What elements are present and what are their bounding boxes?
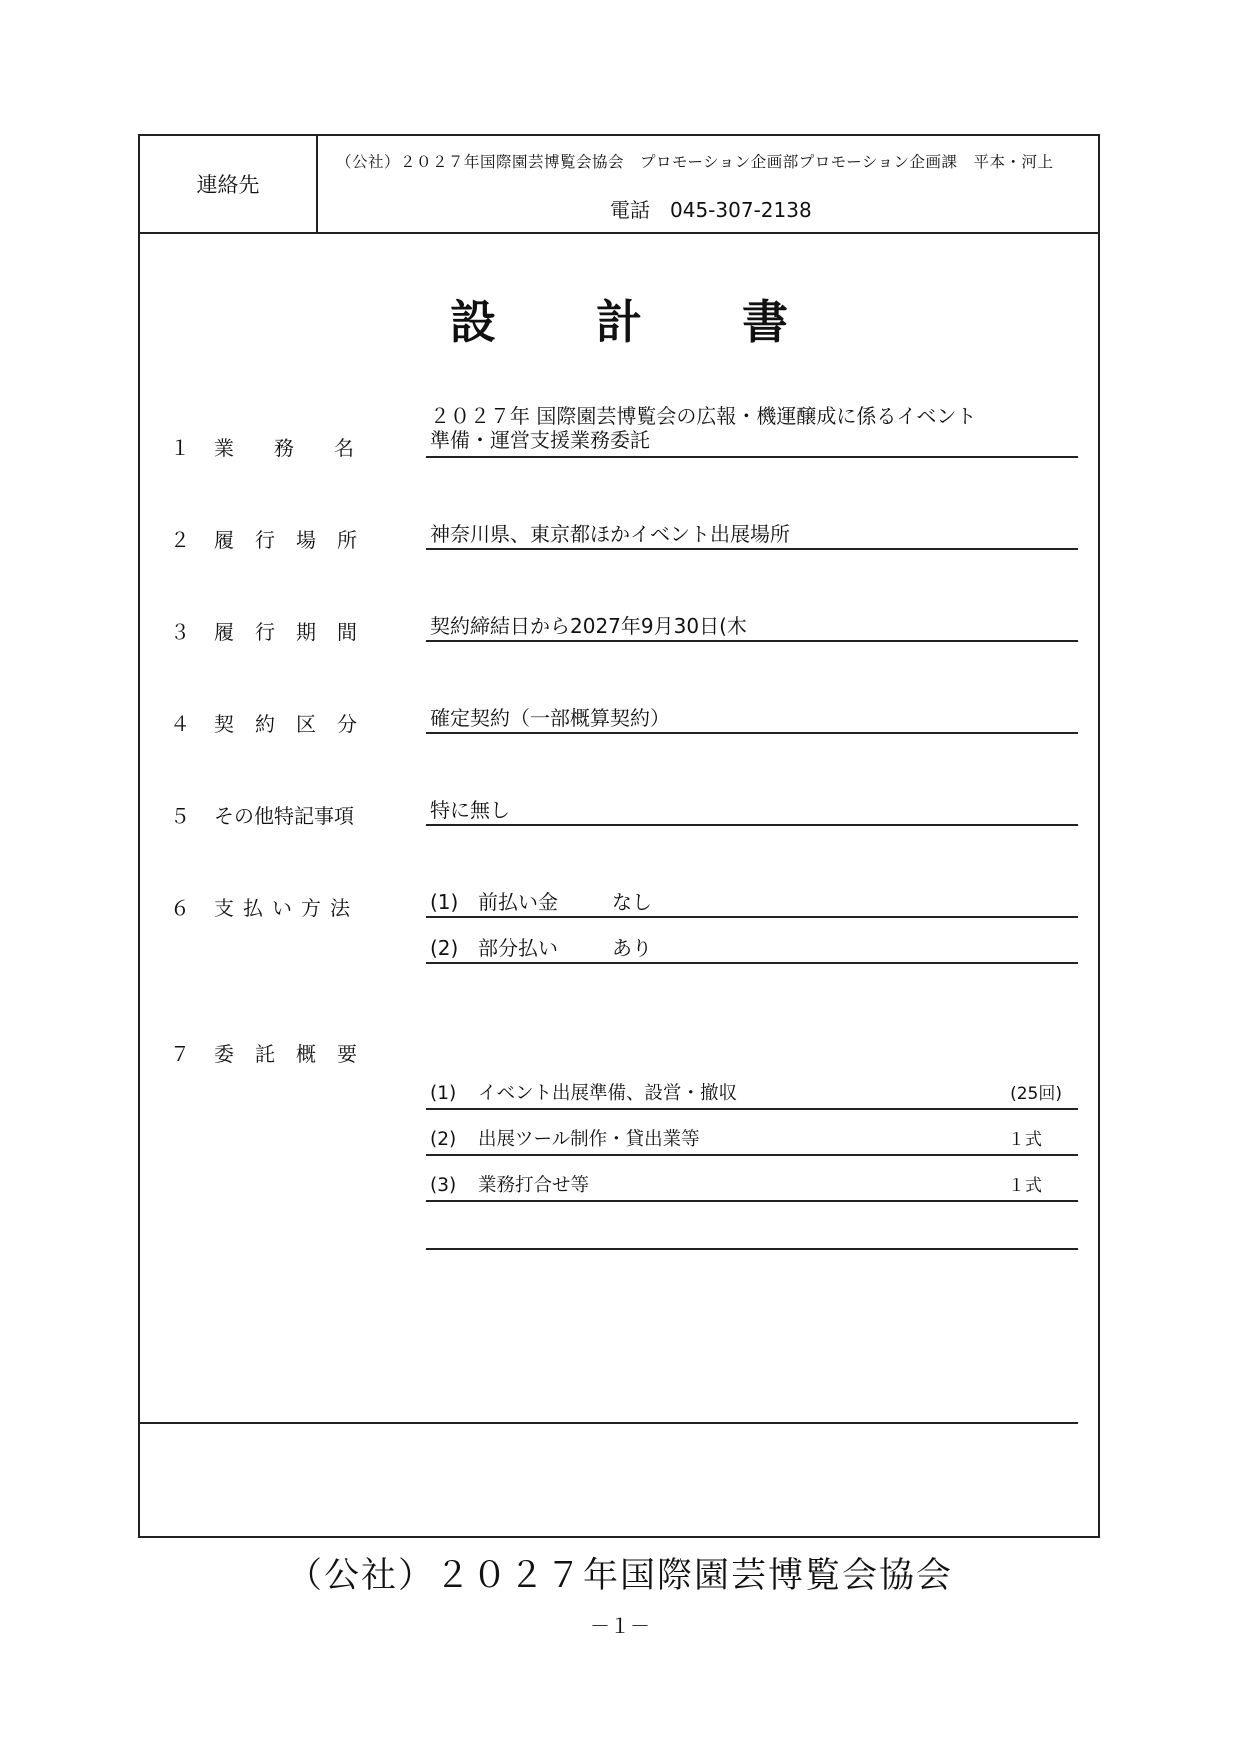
payment-row-1: (1) 前払い金 なし	[426, 890, 1078, 918]
task-2-qty: １式	[1008, 1130, 1042, 1150]
item-3-value: 契約締結日から2027年9月30日(木	[426, 614, 1078, 642]
item-5-label: ５ その他特記事項	[170, 804, 354, 828]
footer-organization: （公社）２０２７年国際園芸博覧会協会	[286, 1556, 953, 1596]
contact-box	[140, 136, 1098, 234]
task-1-qty: (25回)	[1010, 1084, 1062, 1104]
item-1-value	[426, 404, 1078, 458]
item-6-label: ６ 支払い方法	[170, 896, 359, 920]
page-number: －１－	[590, 1614, 650, 1638]
contact-phone: 電話 045-307-2138	[610, 198, 812, 222]
item-4-value: 確定契約（一部概算契約）	[426, 706, 1078, 734]
item-2-value: 神奈川県、東京都ほかイベント出展場所	[426, 522, 1078, 550]
item-4-label: ４ 契約区分	[170, 712, 378, 736]
payment-row-2: (2) 部分払い あり	[426, 936, 1078, 964]
item-3-label: ３ 履行期間	[170, 620, 378, 644]
contact-label: 連絡先	[140, 136, 318, 232]
item-5-value: 特に無し	[426, 798, 1078, 826]
item-7-label: ７ 委託概要	[170, 1042, 378, 1066]
item-2-label: ２ 履行場所	[170, 528, 378, 552]
item-1-line-2: 準備・運営支援業務委託	[430, 428, 650, 452]
bottom-divider	[140, 1422, 1078, 1424]
task-row-1: (1) イベント出展準備、設営・撤収 (25回)	[426, 1082, 1078, 1110]
task-blank-row	[426, 1222, 1078, 1250]
contact-organization: （公社）２０２７年国際園芸博覧会協会 プロモーション企画部プロモーション企画課 平本・河上	[336, 153, 1054, 171]
task-3-qty: １式	[1008, 1176, 1042, 1196]
task-row-3: (3) 業務打合せ等 １式	[426, 1174, 1078, 1202]
task-row-2: (2) 出展ツール制作・貸出業等 １式	[426, 1128, 1078, 1156]
item-1-line-1: ２０２７年 国際園芸博覧会の広報・機運醸成に係るイベント	[430, 404, 977, 428]
item-1-label: １ 業務名	[170, 436, 394, 460]
document-title: 設計書	[450, 295, 888, 349]
document-frame	[138, 134, 1100, 1538]
